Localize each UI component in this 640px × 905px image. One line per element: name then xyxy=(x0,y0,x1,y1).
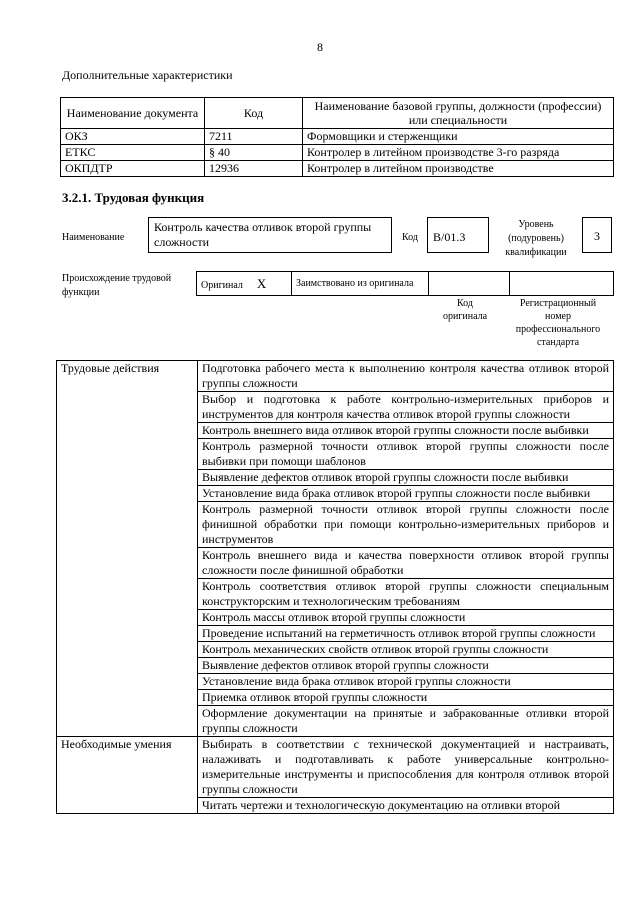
function-heading: 3.2.1. Трудовая функция xyxy=(62,190,205,205)
labor-action-item: Подготовка рабочего места к выполнению контроля качества отливок второй группы сложности xyxy=(198,361,614,392)
additional-characteristics-title: Дополнительные характеристики xyxy=(62,68,233,82)
labor-action-item: Контроль размерной точности отливок второй группы сложности после финишной обработки при помощи контрольно-измерительных приборов и инструментов xyxy=(198,502,614,548)
labor-action-item: Контроль массы отливок второй группы сложности xyxy=(198,610,614,626)
classification-table xyxy=(60,97,614,177)
row-doc: ОКПДТР xyxy=(61,161,205,177)
labor-action-item: Установление вида брака отливок второй группы сложности xyxy=(198,674,614,690)
row-code: 12936 xyxy=(205,161,303,177)
origin-original-cell xyxy=(197,272,292,296)
row-desc: Формовщики и стерженщики xyxy=(303,129,614,145)
labor-action-item: Выявление дефектов отливок второй группы сложности после выбивки xyxy=(198,470,614,486)
labor-action-item: Контроль внешнего вида отливок второй группы сложности после выбивки xyxy=(198,423,614,439)
table-row xyxy=(61,129,614,145)
origin-label: Происхождение трудовой функции xyxy=(62,273,172,298)
function-name-label: Наименование xyxy=(62,232,125,243)
origin-table xyxy=(196,271,614,296)
row-desc: Контролер в литейном производстве xyxy=(303,161,614,177)
function-code-label: Код xyxy=(402,232,418,243)
skill-item: Выбирать в соответствии с технической документацией и настраивать, налаживать и подготавливать к работе универсальные контрольно-измерительные инструменты и приспособления для контроля отливок второй группы сложности xyxy=(198,737,614,798)
table-row xyxy=(61,161,614,177)
page-number: 8 xyxy=(317,40,323,54)
row-doc: ЕТКС xyxy=(61,145,205,161)
labor-action-item: Контроль размерной точности отливок второй группы сложности после выбивки при помощи шаблонов xyxy=(198,439,614,470)
borrowed-label: Заимствовано из оригинала xyxy=(292,272,429,296)
function-code-value: B/01.3 xyxy=(427,217,489,253)
header-code: Код xyxy=(205,98,303,129)
registration-number-caption: Регистрационный номер профессионального стандарта xyxy=(515,298,601,348)
row-desc: Контролер в литейном производстве 3-го разряда xyxy=(303,145,614,161)
registration-number-cell xyxy=(510,272,614,296)
table-row xyxy=(57,361,614,392)
row-doc: ОКЗ xyxy=(61,129,205,145)
origin-row xyxy=(197,272,614,296)
classification-header-row xyxy=(61,98,614,129)
row-code: § 40 xyxy=(205,145,303,161)
table-row xyxy=(57,737,614,798)
row-code: 7211 xyxy=(205,129,303,145)
function-name-value: Контроль качества отливок второй группы сложности xyxy=(148,217,392,253)
origin-code-cell xyxy=(429,272,510,296)
skill-item: Читать чертежи и технологическую документацию на отливки второй xyxy=(198,798,614,814)
original-mark: X xyxy=(256,275,267,291)
origin-code-caption: Код оригинала xyxy=(442,298,488,322)
labor-action-item: Контроль механических свойств отливок второй группы сложности xyxy=(198,642,614,658)
labor-action-item: Контроль соответствия отливок второй группы сложности специальным конструкторским и технологическим требованиям xyxy=(198,579,614,610)
labor-action-item: Выбор и подготовка к работе контрольно-измерительных приборов и инструментов для контроля качества отливок второй группы сложности xyxy=(198,392,614,423)
labor-action-item: Установление вида брака отливок второй группы сложности после выбивки xyxy=(198,486,614,502)
table-row xyxy=(61,145,614,161)
header-document-name: Наименование документа xyxy=(61,98,205,129)
original-label: Оригинал xyxy=(201,279,243,291)
labor-action-item: Приемка отливок второй группы сложности xyxy=(198,690,614,706)
qualification-level-label: Уровень (подуровень) квалификации xyxy=(505,219,567,258)
labor-action-item: Выявление дефектов отливок второй группы сложности xyxy=(198,658,614,674)
qualification-level-value: 3 xyxy=(582,217,612,253)
activities-table xyxy=(56,360,614,814)
required-skills-label: Необходимые умения xyxy=(57,737,198,814)
header-group-name: Наименование базовой группы, должности (профессии) или специальности xyxy=(303,98,614,129)
labor-action-item: Проведение испытаний на герметичность отливок второй группы сложности xyxy=(198,626,614,642)
labor-actions-label: Трудовые действия xyxy=(57,361,198,737)
labor-action-item: Контроль внешнего вида и качества поверхности отливок второй группы сложности после финишной обработки xyxy=(198,548,614,579)
labor-action-item: Оформление документации на принятые и забракованные отливки второй группы сложности xyxy=(198,706,614,737)
